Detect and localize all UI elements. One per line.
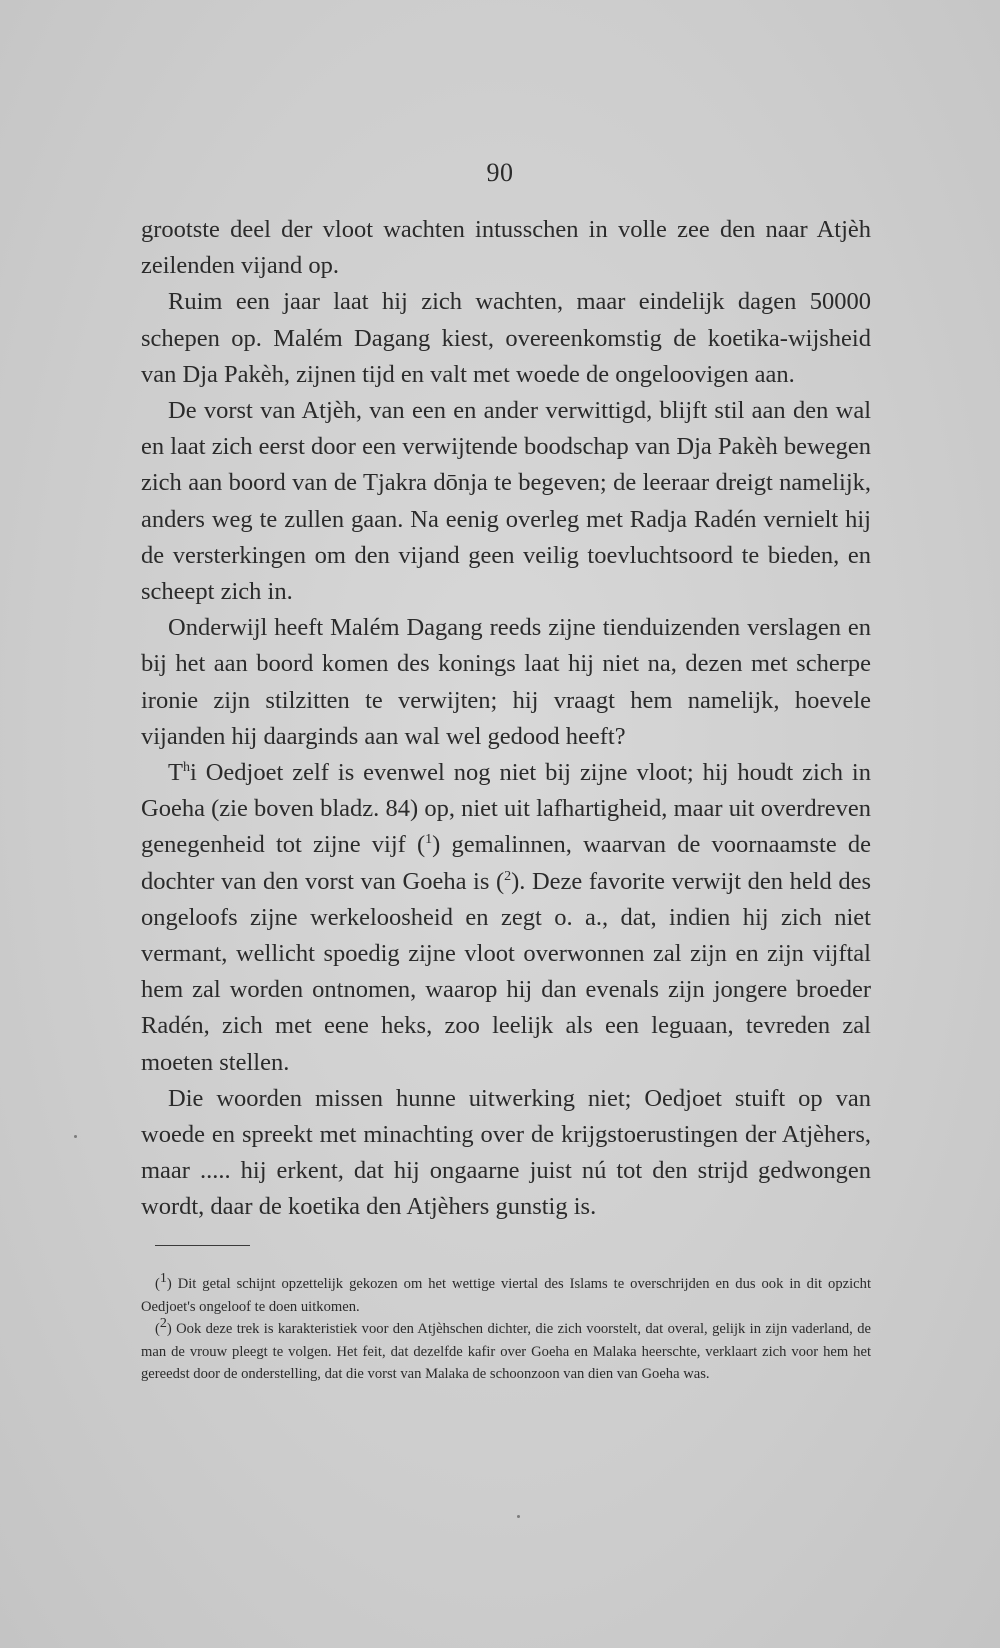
paragraph-5 bbox=[141, 755, 871, 1081]
paragraph-4: Onderwijl heeft Malém Dagang reeds zijne tienduizenden verslagen en bij het aan boord komen des konings laat hij niet na, dezen met scherpe ironie zijn stilzitten te verwijten; hij vraagt hem namelijk, hoevele vijanden hij daarginds aan wal wel gedood heeft? bbox=[141, 614, 871, 750]
paragraph-3: De vorst van Atjèh, van een en ander verwittigd, blijft stil aan den wal en laat zich eerst door een verwijtende boodschap van Dja Pakèh bewegen zich aan boord van de Tjakra dōnja te begeven; de leeraar dreigt namelijk, anders weg te zullen gaan. Na eenig overleg met Radja Radén vernielt hij de versterkingen om den vijand geen veilig toevluchtsoord te bieden, en scheept zich in. bbox=[141, 397, 871, 606]
lead-superscript: h bbox=[182, 759, 190, 775]
page-number: 90 bbox=[486, 158, 514, 187]
footnote-marker-1: 1 bbox=[159, 1271, 167, 1287]
footnote-1-text: Dit getal schijnt opzettelijk gekozen om het wettige viertal des Islams te overschrijden en dus ook in dit opzicht Oedjoet's ongeloof te doen uitkomen. bbox=[141, 1276, 871, 1315]
paragraph-5-part-a: i Oedjoet zelf is evenwel nog niet bij zijne vloot; hij houdt zich in Goeha (zie boven bladz. 84) op, niet uit lafhartigheid, maar uit overdreven genegenheid tot zijne vijf ( bbox=[141, 759, 871, 859]
lead-letter: T bbox=[168, 759, 183, 787]
footnote-marker-2: 2 bbox=[159, 1316, 167, 1332]
body-text bbox=[141, 212, 871, 1226]
paragraph-5-part-c: ). Deze favorite verwijt den held des ongeloofs zijne werkeloosheid en zegt o. a., dat, indien hij zich niet vermant, wellicht spoedig zijne vloot overwonnen zal zijn en zijn vijftal hem zal worden ontnomen, waarop hij dan evenals zijn jongere broeder Radén, zich met eene heks, zoo leelijk als een leguaan, tevreden zal moeten stellen. bbox=[141, 867, 871, 1076]
paragraph-5-part-b: ) gemalinnen, waarvan de voornaamste de dochter van den vorst van Goeha is ( bbox=[141, 831, 871, 895]
footnote-ref-1[interactable]: 1 bbox=[425, 832, 433, 848]
paper-speck bbox=[74, 1135, 77, 1138]
paper-speck bbox=[517, 1515, 520, 1518]
footnote-1: ($^1$) Dit getal schijnt opzettelijk gekozen om het wettige viertal des Islams te overschrijden en dus ook in dit opzicht Oedjoet's ongeloof te doen uitkomen. bbox=[141, 1271, 871, 1315]
footnotes bbox=[141, 1273, 871, 1386]
footnote-separator bbox=[155, 1245, 250, 1246]
paragraph-2: Ruim een jaar laat hij zich wachten, maar eindelijk dagen 50000 schepen op. Malém Dagang kiest, overeenkomstig de koetika-wijsheid van Dja Pakèh, zijnen tijd en valt met woede de ongeloovigen aan. bbox=[141, 288, 871, 388]
footnote-2-text: Ook deze trek is karakteristiek voor den Atjèhschen dichter, die zich voorstelt, dat overal, gelijk in zijn vaderland, de man de vrouw pleegt te volgen. Het feit, dat dezelfde kafir over Goeha en Malaka heerschte, verklaart zich voor hem het gereedst door de onderstelling, dat die vorst van Malaka de schoonzoon van dien van Goeha was. bbox=[141, 1321, 871, 1382]
footnote-ref-2[interactable]: 2 bbox=[504, 868, 512, 884]
paragraph-6: Die woorden missen hunne uitwerking niet; Oedjoet stuift op van woede en spreekt met minachting over de krijgstoerustingen der Atjèhers, maar ..... hij erkent, dat hij ongaarne juist nú tot den strijd gedwongen wordt, daar de koetika den Atjèhers gunstig is. bbox=[141, 1084, 871, 1221]
footnote-2: ($^2$) Ook deze trek is karakteristiek voor den Atjèhschen dichter, die zich voorstelt, dat overal, gelijk in zijn vaderland, de man de vrouw pleegt te volgen. Het feit, dat dezelfde kafir over Goeha en Malaka heerschte, verklaart zich voor hem het gereedst door de onderstelling, dat die vorst van Malaka de schoonzoon van dien van Goeha was. bbox=[141, 1316, 871, 1382]
paragraph-1: grootste deel der vloot wachten intusschen in volle zee den naar Atjèh zeilenden vijand op. bbox=[141, 216, 871, 280]
